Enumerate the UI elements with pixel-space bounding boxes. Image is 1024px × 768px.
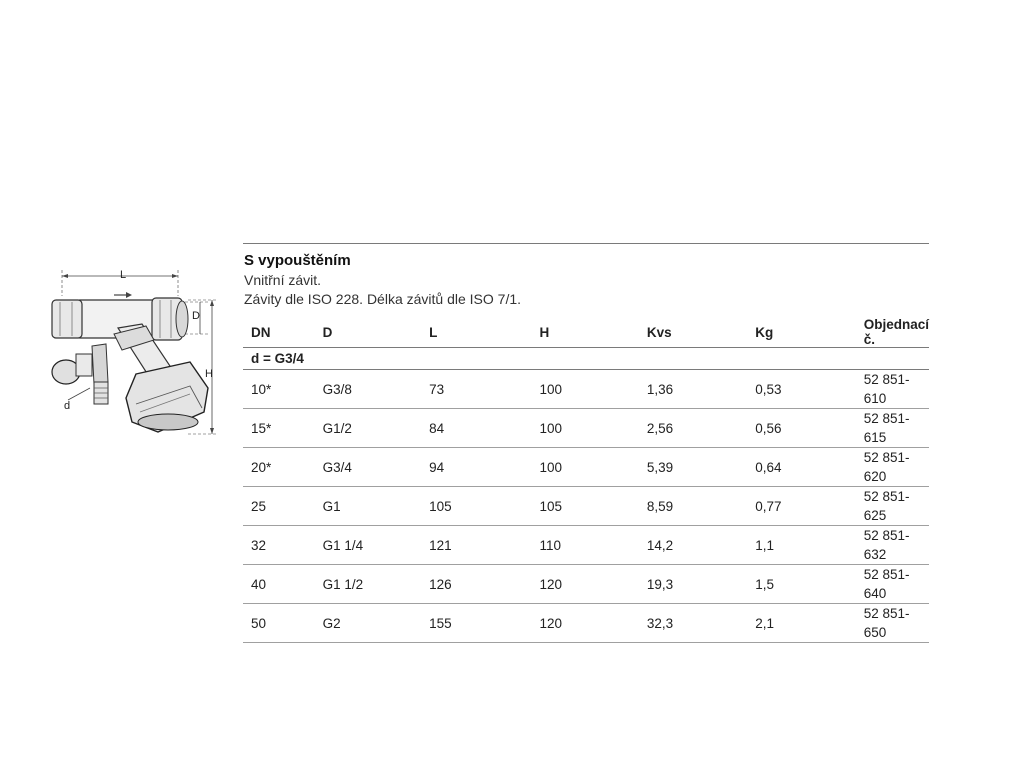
table-row [243,604,929,643]
cell-l: 121 [421,526,531,565]
table-header-row [243,317,929,348]
cell-dn: 32 [243,526,315,565]
thread-standard-note: Závity dle ISO 228. Délka závitů dle ISO 7/1. [244,291,522,307]
table-group-row [243,348,929,370]
dimension-label-l: L [120,269,127,281]
header-l: L [421,317,531,348]
cell-l: 105 [421,487,531,526]
cell-d: G1/2 [315,409,421,448]
table-row [243,370,929,409]
cell-kvs: 32,3 [639,604,747,643]
cell-kg: 1,1 [747,526,855,565]
cell-order-number: 52 851-610 [856,370,929,409]
cell-dn: 40 [243,565,315,604]
header-kvs: Kvs [639,317,747,348]
table-row [243,448,929,487]
cell-kg: 0,64 [747,448,855,487]
table-row [243,526,929,565]
cell-order-number: 52 851-650 [856,604,929,643]
dimension-label-h: H [205,368,213,380]
valve-drawing-icon [40,262,230,442]
cell-kg: 0,77 [747,487,855,526]
header-dn: DN [243,317,315,348]
cell-kvs: 19,3 [639,565,747,604]
cell-order-number: 52 851-615 [856,409,929,448]
cell-l: 73 [421,370,531,409]
cell-l: 155 [421,604,531,643]
cell-kg: 1,5 [747,565,855,604]
cell-dn: 10* [243,370,315,409]
header-h: H [531,317,638,348]
cell-l: 126 [421,565,531,604]
header-d: D [315,317,421,348]
cell-l: 94 [421,448,531,487]
table-row [243,487,929,526]
cell-order-number: 52 851-620 [856,448,929,487]
cell-h: 120 [531,604,638,643]
cell-d: G3/8 [315,370,421,409]
cell-d: G1 1/4 [315,526,421,565]
cell-h: 100 [531,370,638,409]
cell-l: 84 [421,409,531,448]
header-order-number: Objednací č. [856,317,929,348]
cell-kvs: 2,56 [639,409,747,448]
cell-d: G1 [315,487,421,526]
table-row [243,409,929,448]
cell-kg: 2,1 [747,604,855,643]
section-subtitle: Vnitřní závit. [244,272,322,288]
cell-d: G2 [315,604,421,643]
cell-dn: 50 [243,604,315,643]
cell-dn: 20* [243,448,315,487]
cell-h: 110 [531,526,638,565]
cell-kvs: 1,36 [639,370,747,409]
cell-h: 100 [531,409,638,448]
header-kg: Kg [747,317,855,348]
cell-order-number: 52 851-640 [856,565,929,604]
cell-dn: 25 [243,487,315,526]
section-divider [243,243,929,244]
dimension-label-d-drain: d [64,400,71,412]
group-label: d = G3/4 [243,348,929,370]
cell-kvs: 5,39 [639,448,747,487]
cell-h: 105 [531,487,638,526]
cell-dn: 15* [243,409,315,448]
cell-order-number: 52 851-625 [856,487,929,526]
cell-kg: 0,53 [747,370,855,409]
cell-kvs: 8,59 [639,487,747,526]
section-title: S vypouštěním [244,252,351,269]
cell-d: G1 1/2 [315,565,421,604]
cell-h: 100 [531,448,638,487]
cell-d: G3/4 [315,448,421,487]
dimension-label-d-outer: D [192,310,200,322]
table-row [243,565,929,604]
cell-kvs: 14,2 [639,526,747,565]
cell-h: 120 [531,565,638,604]
specification-table [243,317,929,643]
cell-order-number: 52 851-632 [856,526,929,565]
cell-kg: 0,56 [747,409,855,448]
